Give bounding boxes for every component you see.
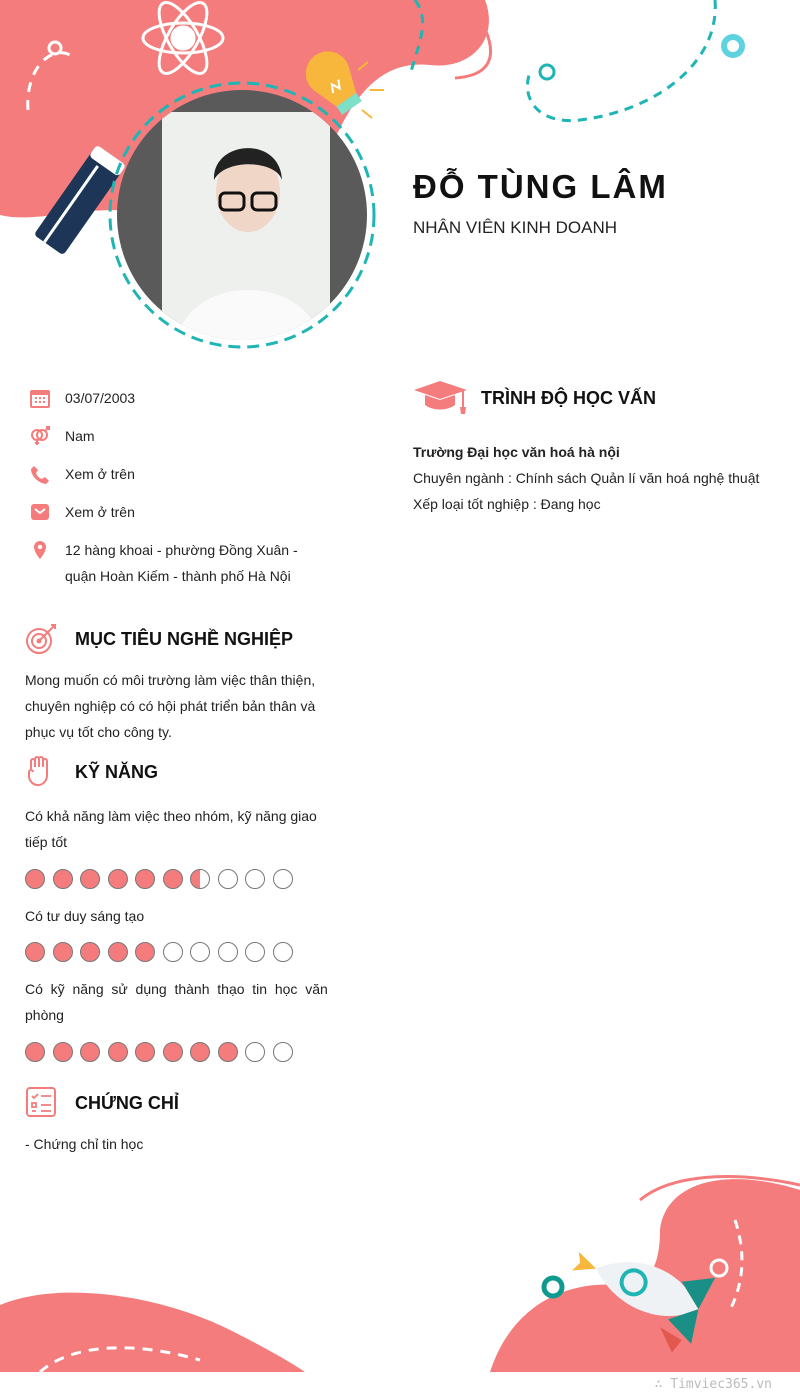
gender-icon xyxy=(30,426,50,446)
candidate-name: ĐỖ TÙNG LÂM xyxy=(413,168,668,205)
target-icon xyxy=(25,622,59,656)
skill-line: phòng xyxy=(25,1007,64,1023)
skills-title: KỸ NĂNG xyxy=(75,761,159,782)
address-value xyxy=(65,537,298,589)
hand-icon xyxy=(25,755,59,789)
rating-dot xyxy=(135,942,155,962)
rating-dot xyxy=(190,1042,210,1062)
rating-dot xyxy=(80,942,100,962)
rating-dot xyxy=(53,1042,73,1062)
phone-row xyxy=(30,464,135,487)
birthday-value: 03/07/2003 xyxy=(65,390,136,406)
rating-dot xyxy=(25,869,45,889)
rating-dot xyxy=(273,1042,293,1062)
graduation-cap-icon xyxy=(413,380,469,416)
checklist-icon xyxy=(25,1086,59,1120)
email-icon xyxy=(30,502,50,522)
rating-dot xyxy=(163,1042,183,1062)
rating-dot xyxy=(135,869,155,889)
phone-value: Xem ở trên xyxy=(65,466,135,482)
rating-dot xyxy=(53,869,73,889)
certificates-heading xyxy=(25,1086,179,1120)
phone-icon xyxy=(30,464,50,484)
gender-value: Nam xyxy=(65,428,95,444)
education-major: Chuyên ngành : Chính sách Quản lí văn hoá nghệ thuật xyxy=(413,470,760,486)
job-title: NHÂN VIÊN KINH DOANH xyxy=(413,218,618,237)
address-line-2: quận Hoàn Kiếm - thành phố Hà Nội xyxy=(65,568,291,584)
certificate-item: - Chứng chỉ tin học xyxy=(25,1136,144,1152)
rating-dot xyxy=(108,942,128,962)
skills-heading xyxy=(25,755,158,789)
skill-3-label xyxy=(25,976,328,1028)
skill-3-rating xyxy=(25,1042,293,1062)
skill-1-label xyxy=(25,803,317,855)
email-value: Xem ở trên xyxy=(65,504,135,520)
education-grade: Xếp loại tốt nghiệp : Đang học xyxy=(413,496,601,512)
watermark: ∴ Timviec365.vn xyxy=(654,1377,772,1392)
rating-dot xyxy=(80,1042,100,1062)
rating-dot xyxy=(53,942,73,962)
rating-dot xyxy=(108,1042,128,1062)
rating-dot xyxy=(108,869,128,889)
objective-title: MỤC TIÊU NGHỀ NGHIỆP xyxy=(75,628,294,649)
school-name: Trường Đại học văn hoá hà nội xyxy=(413,444,620,460)
email-row xyxy=(30,502,135,525)
skill-line: tiếp tốt xyxy=(25,834,68,850)
skill-2-rating xyxy=(25,942,293,962)
rating-dot xyxy=(245,942,265,962)
rating-dot xyxy=(163,942,183,962)
rating-dot xyxy=(218,942,238,962)
objective-line: phục vụ tốt cho công ty. xyxy=(25,724,172,740)
objective-text xyxy=(25,667,315,745)
rating-dot xyxy=(273,869,293,889)
objective-line: chuyên nghiệp có có hội phát triển bản thân và xyxy=(25,698,316,714)
top-decoration xyxy=(0,0,800,360)
rating-dot xyxy=(218,1042,238,1062)
objective-heading xyxy=(25,622,293,656)
address-line-1: 12 hàng khoai - phường Đồng Xuân - xyxy=(65,542,298,558)
rating-dot xyxy=(245,1042,265,1062)
location-icon xyxy=(30,540,50,560)
calendar-icon xyxy=(30,388,50,408)
bottom-decoration xyxy=(0,1160,800,1398)
rating-dot xyxy=(163,869,183,889)
gender-row xyxy=(30,426,95,449)
skill-line: Có khả năng làm việc theo nhóm, kỹ năng giao xyxy=(25,808,317,824)
rating-dot xyxy=(25,942,45,962)
skill-1-rating xyxy=(25,869,293,889)
rating-dot xyxy=(218,869,238,889)
rating-dot xyxy=(190,869,210,889)
objective-line: Mong muốn có môi trường làm việc thân thiện, xyxy=(25,672,316,688)
rating-dot xyxy=(25,1042,45,1062)
rating-dot xyxy=(273,942,293,962)
education-heading xyxy=(413,380,656,416)
rating-dot xyxy=(190,942,210,962)
education-title: TRÌNH ĐỘ HỌC VẤN xyxy=(481,387,656,408)
skill-line: Có kỹ năng sử dụng thành thạo tin học văn xyxy=(25,981,328,997)
skill-line: Có tư duy sáng tạo xyxy=(25,908,145,924)
address-row xyxy=(30,540,298,589)
rating-dot xyxy=(135,1042,155,1062)
skill-2-label xyxy=(25,903,144,929)
birthday-row xyxy=(30,388,135,411)
rating-dot xyxy=(245,869,265,889)
certificates-title: CHỨNG CHỈ xyxy=(75,1092,179,1113)
rating-dot xyxy=(80,869,100,889)
